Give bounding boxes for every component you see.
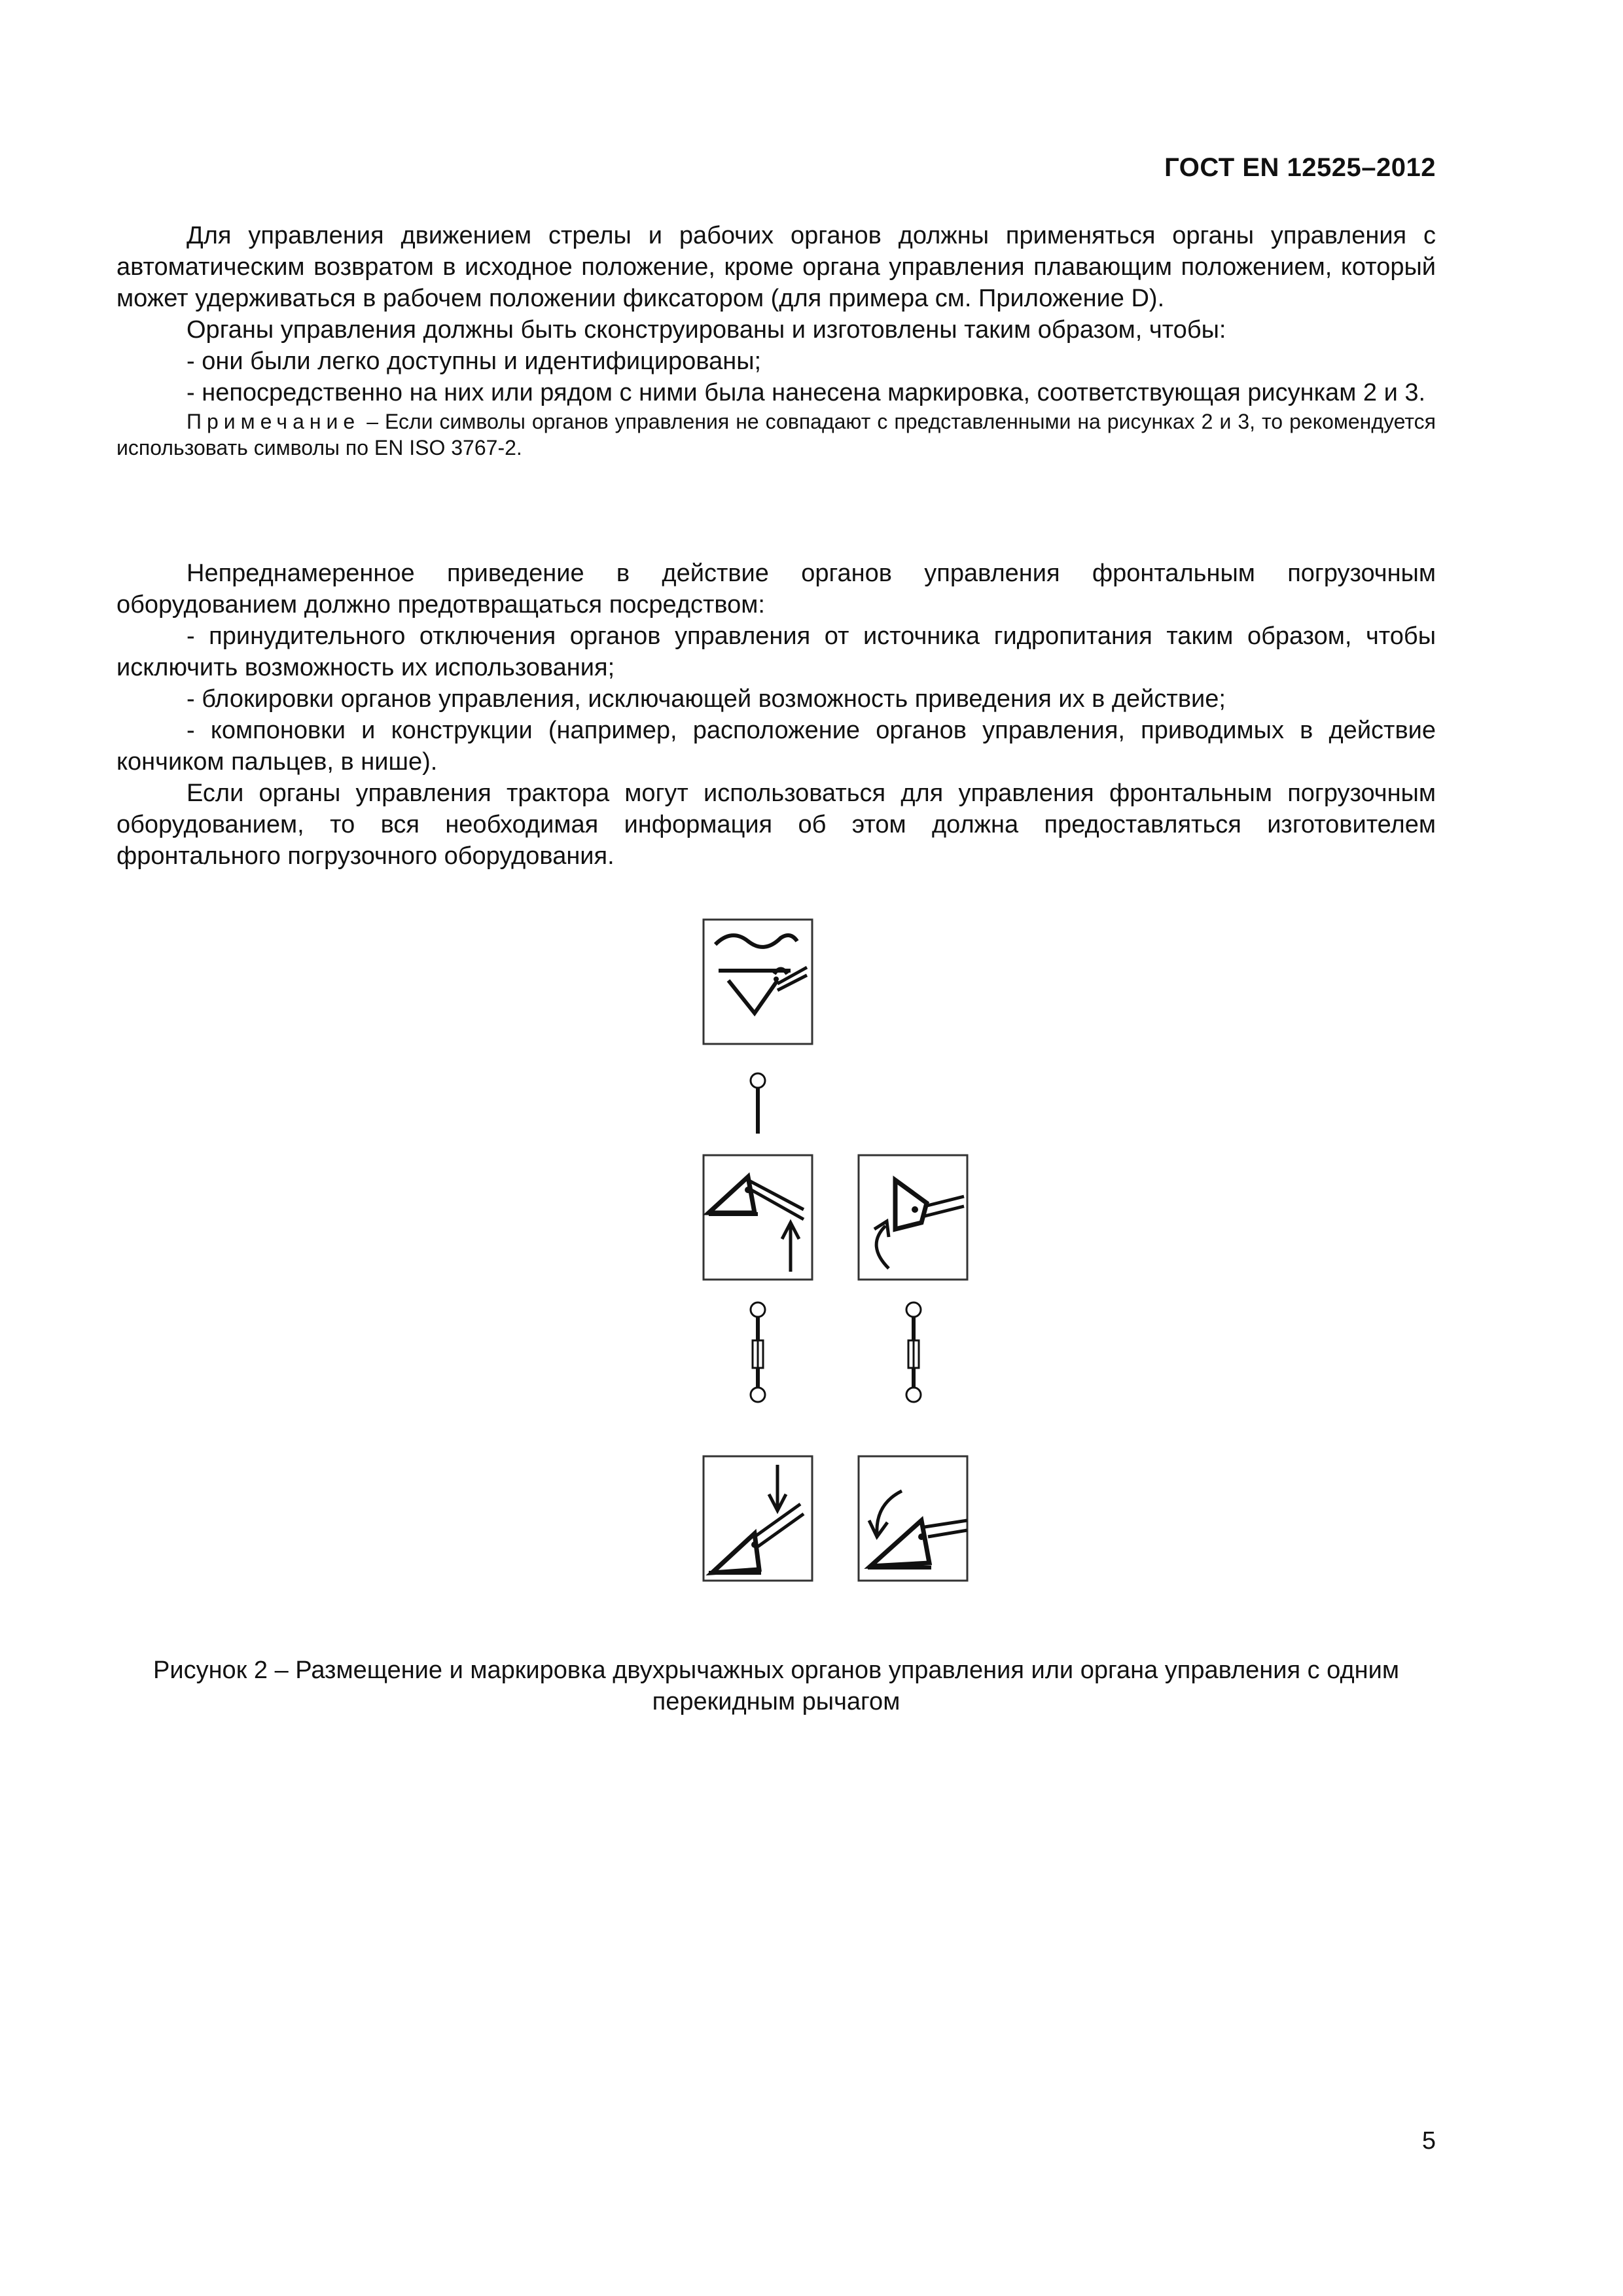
bucket-dump-icon bbox=[859, 1456, 967, 1581]
figure-control-symbols bbox=[699, 915, 974, 1589]
float-position-icon bbox=[704, 920, 812, 1044]
paragraph: Непреднамеренное приведение в действие органов управления фронтальным погрузочным оборудованием должно предотвращаться посредством: bbox=[116, 560, 1436, 619]
paragraph: Если органы управления трактора могут использоваться для управления фронтальным погрузочным оборудованием, то вся необходимая информация об этом должна предоставляться изготовителем фронтального погрузочного оборудования. bbox=[116, 780, 1436, 870]
double-lever-icon bbox=[906, 1302, 921, 1402]
text-block-controls bbox=[116, 220, 1436, 461]
boom-raise-icon bbox=[704, 1155, 812, 1280]
list-item: - они были легко доступны и идентифицированы; bbox=[187, 348, 762, 375]
figure-caption: Рисунок 2 – Размещение и маркировка двухрычажных органов управления или органа управления с одним перекидным рычагом bbox=[153, 1657, 1399, 1715]
page-number: 5 bbox=[1421, 2127, 1436, 2155]
figure-drawing bbox=[699, 915, 974, 1589]
document-header: ГОСТ EN 12525–2012 bbox=[1164, 153, 1436, 182]
note-text: – Если символы органов управления не совпадают с представленными на рисунках 2 и 3, то рекомендуется использовать символы по EN ISO 3767-2. bbox=[116, 410, 1436, 459]
list-item: - компоновки и конструкции (например, расположение органов управления, приводимых в действие кончиком пальцев, в нише). bbox=[116, 717, 1436, 776]
list-item: - блокировки органов управления, исключающей возможность приведения их в действие; bbox=[187, 685, 1226, 713]
text-block-prevention bbox=[116, 558, 1436, 872]
bucket-rollback-icon bbox=[859, 1155, 967, 1280]
single-lever-icon bbox=[751, 1073, 765, 1134]
list-item: - непосредственно на них или рядом с ними была нанесена маркировка, соответствующая рисункам 2 и 3. bbox=[187, 379, 1426, 406]
list-item: - принудительного отключения органов управления от источника гидропитания таким образом, чтобы исключить возможность их использования; bbox=[116, 622, 1436, 681]
double-lever-icon bbox=[751, 1302, 765, 1402]
note bbox=[116, 408, 1436, 461]
note-label: Примечание bbox=[187, 410, 361, 433]
paragraph: Органы управления должны быть сконструированы и изготовлены таким образом, чтобы: bbox=[187, 316, 1226, 344]
paragraph: Для управления движением стрелы и рабочих органов должны применяться органы управления с автоматическим возвратом в исходное положение, кроме органа управления плавающим положением, который может удерживаться в рабочем положении фиксатором (для примера см. Приложение D). bbox=[116, 222, 1436, 312]
boom-lower-icon bbox=[704, 1456, 812, 1581]
